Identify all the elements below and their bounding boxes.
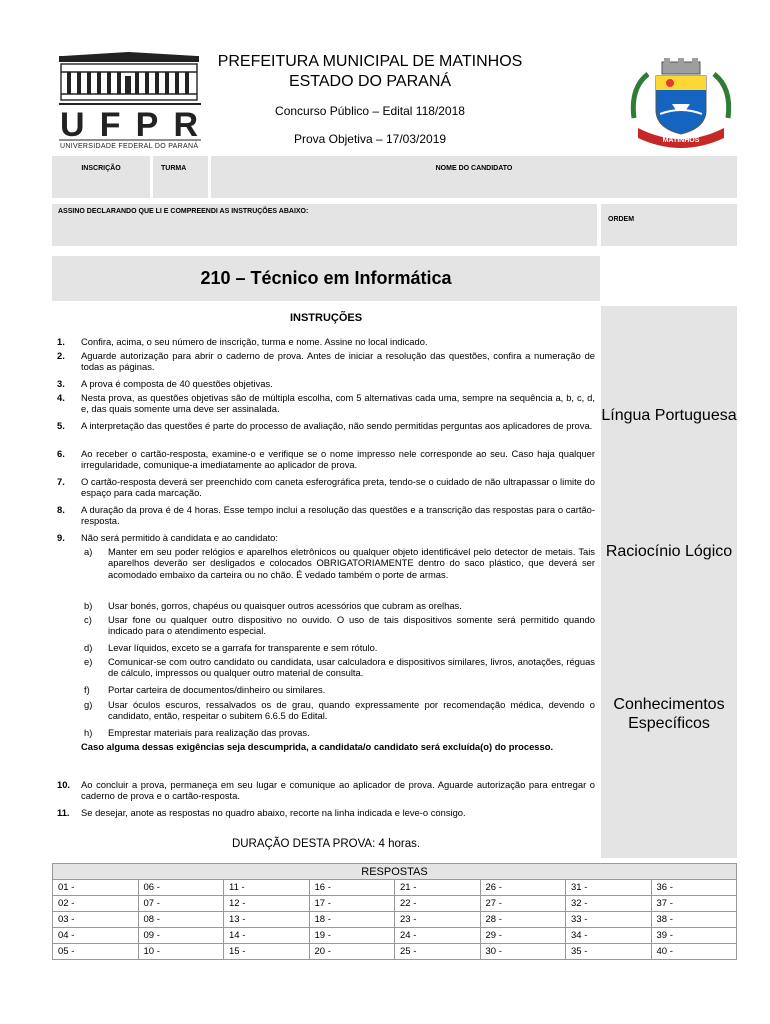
answer-cell[interactable]: 09 -: [138, 928, 224, 944]
instruction-text: Não será permitido à candidata e ao candidato:: [81, 532, 279, 543]
instruction-number: 10.: [57, 779, 71, 790]
answer-cell[interactable]: 37 -: [651, 896, 737, 912]
subject-conhecimentos-especificos: Conhecimentos Específicos: [613, 696, 725, 732]
table-row: [53, 928, 737, 944]
inscricao-label: INSCRIÇÃO: [81, 165, 121, 172]
subject-lingua-portuguesa: Língua Portuguesa: [601, 407, 737, 424]
header-title-line1: PREFEITURA MUNICIPAL DE MATINHOS: [217, 53, 523, 70]
answer-cell[interactable]: 25 -: [395, 944, 481, 960]
restriction-text: Comunicar-se com outro candidato ou candidata, usar calculadora e dispositivos similares, livros, anotações, réguas de cálculo, impressos ou qualquer outro material de consulta.: [108, 656, 595, 679]
exam-date-label: Prova Objetiva – 17/03/2019: [293, 132, 447, 146]
answers-table: [52, 863, 737, 960]
restriction-letter: g): [84, 699, 93, 710]
nome-box: [211, 156, 737, 198]
instruction-text: Aguarde autorização para abrir o caderno de prova. Antes de iniciar a resolução das questões, confira a numeração de todas as páginas.: [81, 350, 595, 373]
instruction-number: 5.: [57, 420, 65, 431]
ufpr-logo-subtitle: UNIVERSIDADE FEDERAL DO PARANÁ: [60, 143, 198, 150]
instruction-number: 4.: [57, 392, 65, 403]
answer-cell[interactable]: 10 -: [138, 944, 224, 960]
restriction-text: Levar líquidos, exceto se a garrafa for transparente e sem rótulo.: [108, 642, 378, 653]
answer-cell[interactable]: 35 -: [566, 944, 652, 960]
coat-of-arms-icon: [626, 58, 736, 154]
instruction-number: 1.: [57, 336, 65, 347]
header-title-line2: ESTADO DO PARANÁ: [288, 73, 452, 90]
instruction-text: A duração da prova é de 4 horas. Esse tempo inclui a resolução das questões e a transcrição das respostas para o cartão-resposta.: [81, 504, 595, 527]
answer-cell[interactable]: 28 -: [480, 912, 566, 928]
answer-cell[interactable]: 34 -: [566, 928, 652, 944]
instruction-text: Ao concluir a prova, permaneça em seu lugar e comunique ao aplicador de prova. Aguarde autorização para entregar o caderno de prova e o cartão-resposta.: [81, 779, 595, 802]
instruction-number: 7.: [57, 476, 65, 487]
restriction-letter: h): [84, 727, 93, 738]
answer-cell[interactable]: 23 -: [395, 912, 481, 928]
ufpr-logo: [55, 52, 205, 150]
answer-cell[interactable]: 04 -: [53, 928, 139, 944]
table-row: [53, 896, 737, 912]
turma-box: [153, 156, 208, 198]
answer-cell[interactable]: 16 -: [309, 880, 395, 896]
answer-cell[interactable]: 07 -: [138, 896, 224, 912]
answer-cell[interactable]: 12 -: [224, 896, 310, 912]
answer-cell[interactable]: 08 -: [138, 912, 224, 928]
ordem-label: ORDEM: [608, 216, 635, 223]
answer-cell[interactable]: 14 -: [224, 928, 310, 944]
answer-cell[interactable]: 39 -: [651, 928, 737, 944]
answer-cell[interactable]: 32 -: [566, 896, 652, 912]
instruction-number: 6.: [57, 448, 65, 459]
answer-cell[interactable]: 21 -: [395, 880, 481, 896]
table-row: [53, 912, 737, 928]
answer-cell[interactable]: 01 -: [53, 880, 139, 896]
signature-label: ASSINO DECLARANDO QUE LI E COMPREENDI AS INSTRUÇÕES ABAIXO:: [58, 208, 309, 215]
answer-cell[interactable]: 17 -: [309, 896, 395, 912]
instruction-text: Ao receber o cartão-resposta, examine-o e verifique se o nome impresso nele corresponde ao seu. Caso haja qualquer irregularidade, comunique-a imediatamente ao aplicador de prova.: [81, 448, 595, 471]
coat-of-arms-text: MATINHOS: [662, 137, 700, 144]
answer-cell[interactable]: 29 -: [480, 928, 566, 944]
answer-cell[interactable]: 13 -: [224, 912, 310, 928]
answer-cell[interactable]: 05 -: [53, 944, 139, 960]
restriction-text: Usar bonés, gorros, chapéus ou quaisquer outros acessórios que cubram as orelhas.: [108, 600, 462, 611]
answer-cell[interactable]: 06 -: [138, 880, 224, 896]
answers-title: RESPOSTAS: [53, 864, 737, 880]
answer-cell[interactable]: 33 -: [566, 912, 652, 928]
restriction-text: Portar carteira de documentos/dinheiro ou similares.: [108, 684, 326, 695]
restriction-letter: c): [84, 614, 92, 625]
contest-label: Concurso Público – Edital 118/2018: [275, 104, 465, 118]
instruction-text: Nesta prova, as questões objetivas são de múltipla escolha, com 5 alternativas cada uma, sempre na sequência a, b, c, d, e, das quais somente uma deve ser assinalada.: [81, 392, 595, 415]
nome-label: NOME DO CANDIDATO: [435, 165, 513, 172]
subjects-sidebar: [601, 306, 737, 858]
instruction-text: O cartão-resposta deverá ser preenchido com caneta esferográfica preta, tendo-se o cuidado de não ultrapassar o limite do espaço para cada marcação.: [81, 476, 595, 499]
answer-cell[interactable]: 24 -: [395, 928, 481, 944]
restriction-text: Usar fone ou qualquer outro dispositivo no ouvido. O uso de tais dispositivos somente será permitido quando indicado para o atendimento especial.: [108, 614, 595, 637]
warning-text: Caso alguma dessas exigências seja descumprida, a candidata/o candidato será excluída(o) do processo.: [81, 741, 554, 752]
restriction-letter: b): [84, 600, 93, 611]
ufpr-logo-text: UFPR: [60, 106, 198, 144]
answer-cell[interactable]: 36 -: [651, 880, 737, 896]
ordem-box: [601, 204, 737, 246]
instruction-number: 9.: [57, 532, 65, 543]
restriction-letter: e): [84, 656, 93, 667]
answer-cell[interactable]: 19 -: [309, 928, 395, 944]
duration-label: DURAÇÃO DESTA PROVA: 4 horas.: [231, 838, 421, 850]
inscricao-box: [52, 156, 150, 198]
answer-cell[interactable]: 30 -: [480, 944, 566, 960]
instruction-text: Se desejar, anote as respostas no quadro abaixo, recorte na linha indicada e leve-o consigo.: [81, 807, 466, 818]
answer-cell[interactable]: 03 -: [53, 912, 139, 928]
instruction-text: A prova é composta de 40 questões objetivas.: [81, 378, 273, 389]
instructions-title: INSTRUÇÕES: [289, 312, 363, 324]
exam-title: 210 – Técnico em Informática: [52, 256, 600, 301]
answer-cell[interactable]: 15 -: [224, 944, 310, 960]
restriction-text: Usar óculos escuros, ressalvados os de grau, quando expressamente por recomendação médica, devendo o candidato, então, respeitar o subitem 6.6.5 do Edital.: [108, 699, 595, 722]
answer-cell[interactable]: 11 -: [224, 880, 310, 896]
instruction-text: A interpretação das questões é parte do processo de avaliação, não sendo permitidas perguntas aos aplicadores de prova.: [81, 420, 593, 431]
restriction-text: Manter em seu poder relógios e aparelhos eletrônicos ou qualquer objeto identificável pelo detector de metais. Tais aparelhos deverão ser desligados e colocados OBRIGATORIAMENTE dentro do saco plástico, que deverá ser acomodado embaixo da carteira ou no chão. É vedado também o porte de armas.: [108, 546, 595, 580]
answer-cell[interactable]: 40 -: [651, 944, 737, 960]
restriction-text: Emprestar materiais para realização das provas.: [108, 727, 310, 738]
instruction-number: 11.: [57, 807, 70, 818]
instruction-text: Confira, acima, o seu número de inscrição, turma e nome. Assine no local indicado.: [81, 336, 428, 347]
instruction-number: 2.: [57, 350, 65, 361]
instruction-number: 8.: [57, 504, 65, 515]
restriction-letter: f): [84, 684, 90, 695]
answer-cell[interactable]: 02 -: [53, 896, 139, 912]
turma-label: TURMA: [161, 165, 187, 172]
table-row: [53, 944, 737, 960]
instruction-number: 3.: [57, 378, 65, 389]
answer-cell[interactable]: 26 -: [480, 880, 566, 896]
answer-cell[interactable]: 22 -: [395, 896, 481, 912]
subject-raciocinio-logico: Raciocínio Lógico: [605, 543, 733, 560]
table-row: [53, 880, 737, 896]
restriction-letter: a): [84, 546, 93, 557]
signature-box: [52, 204, 597, 246]
answer-cell[interactable]: 27 -: [480, 896, 566, 912]
restriction-letter: d): [84, 642, 93, 653]
answer-cell[interactable]: 31 -: [566, 880, 652, 896]
answer-cell[interactable]: 20 -: [309, 944, 395, 960]
answer-cell[interactable]: 38 -: [651, 912, 737, 928]
answer-cell[interactable]: 18 -: [309, 912, 395, 928]
